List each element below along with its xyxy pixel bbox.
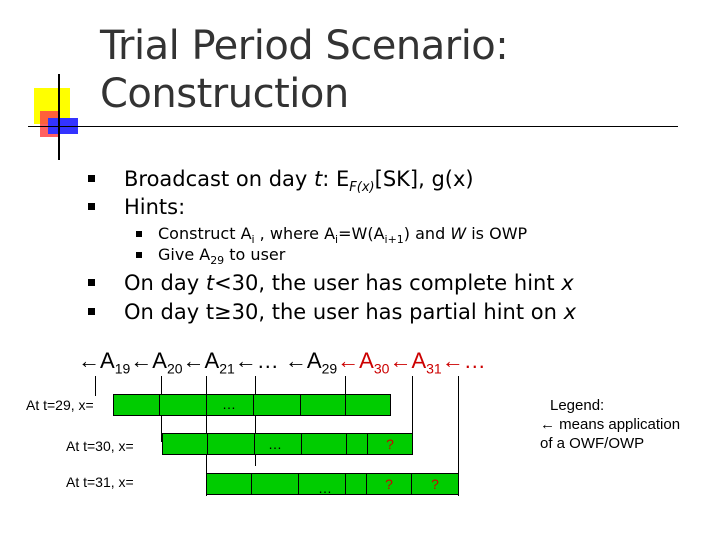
hint-cell	[345, 473, 367, 495]
ellipsis-r1: …	[222, 396, 236, 412]
bullet-square-icon	[88, 203, 95, 210]
legend-line-2: ← means application	[540, 416, 681, 433]
hint-cell	[345, 394, 391, 416]
bullet-complete-hint: On day t<30, the user has complete hint x	[124, 270, 574, 296]
hint-cell	[251, 473, 299, 495]
hint-cell	[206, 473, 252, 495]
ellipsis-r2: …	[268, 436, 282, 452]
bullet-partial-hint: On day t≥30, the user has partial hint on x	[124, 299, 576, 325]
hint-cell	[113, 394, 160, 416]
hint-cell	[300, 394, 346, 416]
hint-cell	[162, 433, 208, 455]
row-label-t29: At t=29, x=	[26, 397, 94, 413]
hint-cell	[159, 394, 207, 416]
bullet-square-icon	[88, 279, 95, 286]
row-label-t31: At t=31, x=	[66, 474, 134, 490]
hint-cell	[253, 394, 301, 416]
sub-bullet-give: Give $A_{29}$ to user	[158, 245, 285, 271]
vertical-line-decoration	[58, 74, 60, 160]
slide-title	[100, 22, 508, 118]
bullet-broadcast: Broadcast on day t: $E_{F(x)}[SK]$, g(x)	[124, 166, 474, 201]
bullet-hints: Hints:	[124, 194, 185, 220]
bullet-square-icon	[136, 231, 142, 237]
row-label-t30: At t=30, x=	[66, 438, 134, 454]
horizontal-line-decoration	[28, 126, 678, 127]
connector-line	[95, 376, 96, 396]
hint-cell	[346, 433, 368, 455]
title-line-1: Trial Period Scenario:	[100, 23, 509, 69]
bullet-square-icon	[88, 175, 95, 182]
sub-bullet-construct: Construct $A_i$ , where $A_i=W(A_{i+1})$ and W is OWP	[158, 224, 527, 250]
legend-title: Legend:	[550, 397, 605, 414]
hint-cell-unknown: ?	[411, 473, 459, 495]
bullet-square-icon	[136, 252, 142, 258]
legend-line-3: of a OWF/OWP	[540, 435, 645, 452]
bullet-square-icon	[88, 308, 95, 315]
hint-cell-unknown: ?	[367, 433, 413, 455]
ellipsis-r3: …	[318, 480, 332, 496]
hint-cell	[207, 433, 255, 455]
hint-cell	[301, 433, 347, 455]
legend	[540, 396, 680, 453]
owf-chain: $\leftarrow A_{19}\leftarrow A_{20}\leftarrow A_{21}\leftarrow\dots$ $\leftarrow A_{29}\leftarrow A_{30}\leftarrow A_{31}\leftarrow\dots$	[78, 348, 486, 377]
hint-cell-unknown: ?	[366, 473, 412, 495]
title-line-2: Construction	[100, 71, 349, 117]
